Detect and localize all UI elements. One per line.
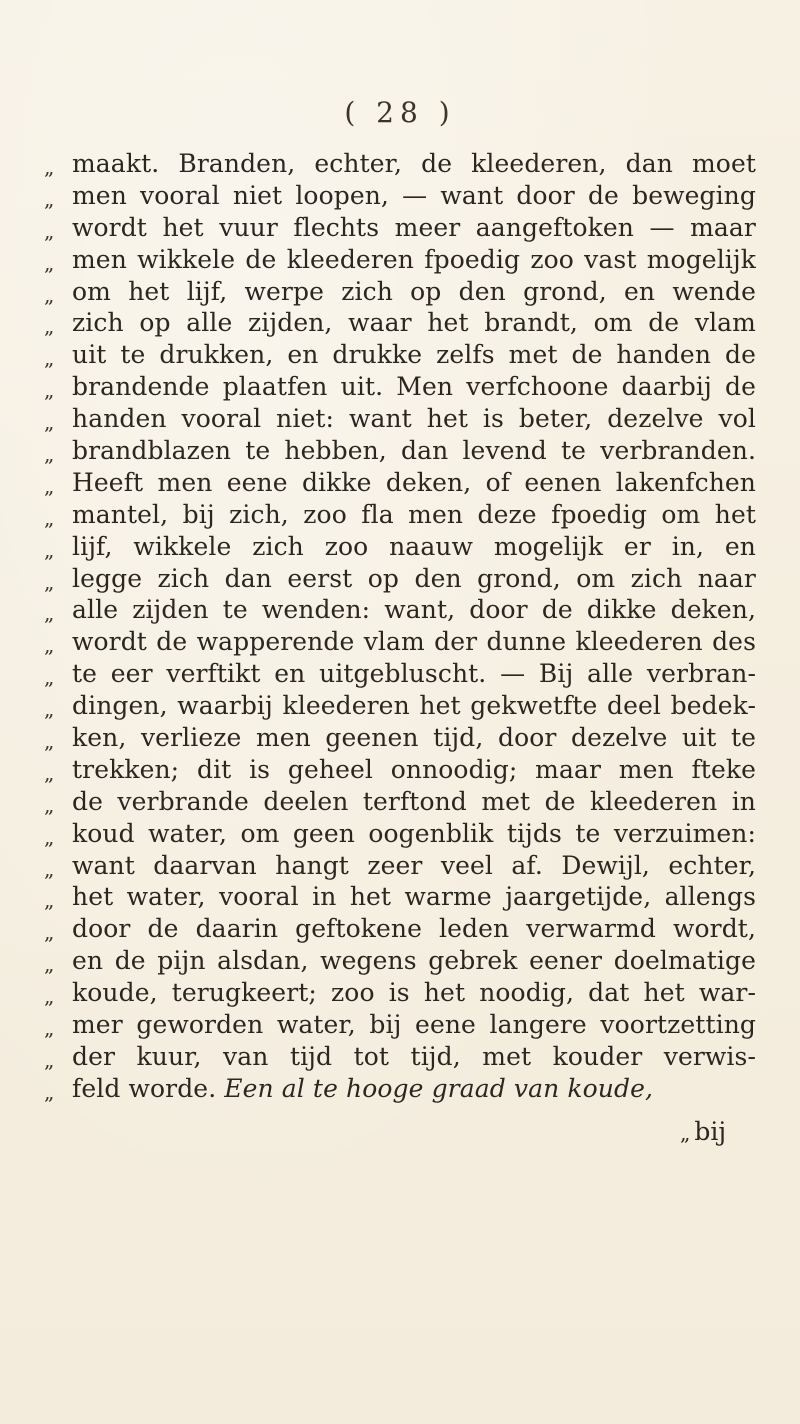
- quote-mark: „: [44, 473, 55, 498]
- quote-mark: „: [44, 186, 55, 211]
- quote-mark: „: [44, 920, 55, 945]
- quote-mark: „: [44, 442, 55, 467]
- quote-mark: „: [44, 984, 55, 1009]
- quote-mark: „: [44, 346, 55, 371]
- quote-mark: „: [44, 410, 55, 435]
- line-text: ken, verlieze men geenen tijd, door dezelve uit te: [72, 723, 756, 753]
- line-text: trekken; dit is geheel onnoodig; maar men fteke: [72, 754, 756, 784]
- line-text: brandende plaatfen uit. Men verfchoone daarbij de: [72, 372, 756, 402]
- text-line: [44, 499, 756, 531]
- quote-mark: „: [44, 250, 55, 275]
- quote-mark: „: [44, 824, 55, 849]
- text-line: [44, 563, 756, 595]
- line-text: mantel, bij zich, zoo fla men deze fpoedig om het: [72, 499, 756, 529]
- quote-mark: „: [44, 856, 55, 881]
- text-line: [44, 531, 756, 563]
- line-text: zich op alle zijden, waar het brandt, om de vlam: [72, 308, 756, 338]
- quote-mark: „: [44, 155, 55, 179]
- text-line-last: [44, 1073, 756, 1105]
- text-line: [44, 276, 756, 308]
- line-text: legge zich dan eerst op den grond, om zich naar: [72, 563, 756, 593]
- line-text: te eer verftikt en uitgebluscht. — Bij alle verbran-: [72, 659, 756, 689]
- quote-mark: „: [44, 314, 55, 339]
- text-line: [44, 658, 756, 690]
- line-text-roman: feld worde.: [72, 1073, 217, 1103]
- quote-mark: „: [44, 601, 55, 626]
- quote-mark: „: [44, 888, 55, 913]
- text-line: [44, 626, 756, 658]
- line-text: men vooral niet loopen, — want door de beweging: [72, 180, 756, 210]
- quote-mark: „: [680, 1121, 691, 1145]
- text-line: [44, 881, 756, 913]
- line-text: der kuur, van tijd tot tijd, met kouder verwis-: [72, 1041, 756, 1071]
- quote-mark: „: [44, 537, 55, 562]
- text-line: [44, 1041, 756, 1073]
- text-line: [44, 212, 756, 244]
- quote-mark: „: [44, 218, 55, 243]
- text-line: [44, 754, 756, 786]
- text-line: [44, 722, 756, 754]
- line-text: maakt. Branden, echter, de kleederen, dan moet: [72, 149, 756, 178]
- text-line: [44, 244, 756, 276]
- page-number: ( 28 ): [344, 96, 456, 129]
- line-text: koud water, om geen oogenblik tijds te verzuimen:: [72, 818, 756, 848]
- text-line: [44, 180, 756, 212]
- text-line: [44, 786, 756, 818]
- text-line: [44, 403, 756, 435]
- line-text: en de pijn alsdan, wegens gebrek eener doelmatige: [72, 946, 756, 976]
- quote-mark: „: [44, 792, 55, 817]
- text-line: [44, 467, 756, 499]
- line-text: lijf, wikkele zich zoo naauw mogelijk er in, en: [72, 531, 756, 561]
- line-text: uit te drukken, en drukke zelfs met de handen de: [72, 340, 756, 370]
- line-text: [72, 1073, 756, 1105]
- catchword: [680, 1117, 726, 1146]
- text-line: [44, 148, 756, 180]
- quote-mark: „: [44, 952, 55, 977]
- text-line: [44, 339, 756, 371]
- quote-mark: „: [44, 569, 55, 594]
- text-line: [44, 913, 756, 945]
- line-text: handen vooral niet: want het is beter, dezelve vol: [72, 404, 756, 434]
- text-line: [44, 690, 756, 722]
- text-line: [44, 594, 756, 626]
- quote-mark: „: [44, 1047, 55, 1072]
- line-text: wordt het vuur flechts meer aangeftoken — maar: [72, 212, 756, 242]
- quote-mark: „: [44, 729, 55, 754]
- line-text: koude, terugkeert; zoo is het noodig, dat het war-: [72, 978, 756, 1008]
- quote-mark: „: [44, 1079, 55, 1104]
- text-line: [44, 945, 756, 977]
- line-text: mer geworden water, bij eene langere voortzetting: [72, 1010, 756, 1040]
- quote-mark: „: [44, 282, 55, 307]
- text-line: [44, 818, 756, 850]
- text-line: [44, 850, 756, 882]
- line-text: door de daarin geftokene leden verwarmd wordt,: [72, 914, 756, 944]
- quote-mark: „: [44, 1016, 55, 1041]
- line-text: Heeft men eene dikke deken, of eenen lakenfchen: [72, 467, 756, 497]
- line-text-italic: Een al te hooge graad van koude,: [224, 1073, 654, 1103]
- quote-mark: „: [44, 378, 55, 403]
- line-text: want daarvan hangt zeer veel af. Dewijl, echter,: [72, 850, 756, 880]
- quote-mark: „: [44, 760, 55, 785]
- quote-mark: „: [44, 697, 55, 722]
- quote-mark: „: [44, 665, 55, 690]
- text-line: [44, 371, 756, 403]
- line-text: brandblazen te hebben, dan levend te verbranden.: [72, 436, 756, 466]
- line-text: de verbrande deelen terftond met de kleederen in: [72, 786, 756, 816]
- quote-mark: „: [44, 505, 55, 530]
- line-text: dingen, waarbij kleederen het gekwetfte deel bedek-: [72, 691, 756, 721]
- quote-mark: „: [44, 633, 55, 658]
- line-text: wordt de wapperende vlam der dunne kleederen des: [72, 627, 756, 657]
- line-text: het water, vooral in het warme jaargetijde, allengs: [72, 882, 756, 912]
- text-line: [44, 1009, 756, 1041]
- line-text: alle zijden te wenden: want, door de dikke deken,: [72, 595, 756, 625]
- text-line: [44, 977, 756, 1009]
- line-text: men wikkele de kleederen fpoedig zoo vast mogelijk: [72, 244, 756, 274]
- line-text: om het lijf, werpe zich op den grond, en wende: [72, 276, 756, 306]
- catchword-text: bij: [694, 1117, 727, 1146]
- text-line: [44, 435, 756, 467]
- body-text: [44, 148, 756, 1105]
- text-line: [44, 307, 756, 339]
